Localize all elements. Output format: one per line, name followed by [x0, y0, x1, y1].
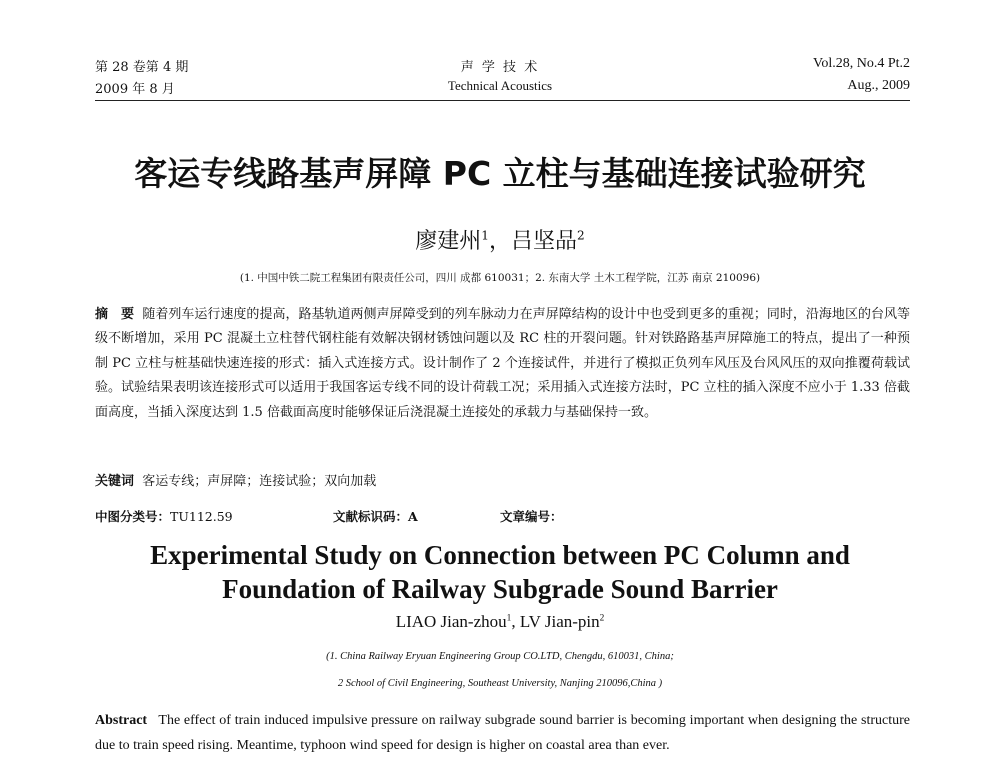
- article-number: [500, 507, 563, 525]
- clc-value: TU112.59: [170, 509, 233, 524]
- header-rule: [95, 100, 910, 101]
- header-date-cn: 2009 年 8 月: [95, 82, 175, 97]
- abstract-text-cn: 随着列车运行速度的提高，路基轨道两侧声屏障受到的列车脉动力在声屏障结构的设计中也受到更多的重视；同时，沿海地区的台风等级不断增加，采用 PC 混凝土立柱替代钢柱能有效解决钢材锈蚀问题以及 RC 柱的开裂问题。针对铁路路基声屏障施工的特点，提出了一种预制 PC 立柱与桩基础快速连接的形式：插入式连接方式。设计制作了 2 个连接试件，并进行了模拟正负列车风压及台风风压的双向推覆荷载试验。试验结果表明该连接形式可以适用于我国客运专线不同的设计荷载工况；采用插入式连接方法时，PC 立柱的插入深度不应小于 1.33 倍截面高度，当插入深度达到 1.5 倍截面高度时能够保证后浇混凝土连接处的承载力与基础保持一致。: [95, 307, 910, 420]
- title-line: Experimental Study on Connection between PC Column and: [150, 540, 850, 570]
- header-volume-en: Vol.28, No.4 Pt.2: [813, 56, 910, 71]
- header-journal-en: Technical Acoustics: [447, 78, 553, 93]
- affiliation-mark: 1: [481, 228, 489, 243]
- affiliation-mark: 2: [599, 613, 605, 624]
- keywords-text: 客运专线；声屏障；连接试验；双向加载: [142, 474, 377, 489]
- abstract-en: [95, 708, 910, 758]
- header-volume-cn: 第 28 卷第 4 期: [95, 60, 189, 75]
- affiliation-en-2: 2 School of Civil Engineering, Southeast University, Nanjing 210096,China ): [337, 678, 663, 689]
- affiliation-mark: 1: [506, 613, 512, 624]
- affiliation-en-1: (1. China Railway Eryuan Engineering Group CO.LTD, Chengdu, 610031, China;: [326, 651, 674, 662]
- authors-en: [0, 612, 1000, 632]
- abstract-text-en: The effect of train induced impulsive pressure on railway subgrade sound barrier is becoming important when designing the structure due to train speed rising. Meantime, typhoon wind speed for design is higher on coastal area than ever.: [95, 713, 910, 753]
- author-separator: ，: [488, 229, 511, 254]
- paper-title-en: [0, 538, 1000, 606]
- author-name: 吕坚品: [511, 229, 578, 254]
- keywords-label: 关键词: [95, 474, 135, 489]
- article-no-label: 文章编号：: [500, 509, 563, 524]
- keywords-cn: [95, 470, 376, 489]
- document-code: [333, 507, 418, 525]
- author-name: 廖建州: [415, 229, 482, 254]
- abstract-cn: [95, 303, 910, 425]
- author-separator: ,: [511, 612, 520, 631]
- paper-title-cn: 客运专线路基声屏障 PC 立柱与基础连接试验研究: [134, 154, 866, 193]
- classification-number: [95, 507, 233, 525]
- affiliation-cn: (1. 中国中铁二院工程集团有限责任公司，四川 成都 610031；2. 东南大学 土木工程学院，江苏 南京 210096): [239, 272, 761, 284]
- doc-code-value: A: [408, 509, 418, 524]
- authors-cn: [0, 224, 1000, 255]
- doc-code-label: 文献标识码：: [333, 509, 409, 524]
- abstract-label-en: Abstract: [95, 713, 148, 728]
- title-line: Foundation of Railway Subgrade Sound Barrier: [222, 574, 778, 604]
- header-date-en: Aug., 2009: [847, 78, 910, 93]
- clc-label: 中图分类号：: [95, 509, 171, 524]
- affiliation-mark: 2: [577, 228, 585, 243]
- header-journal-cn: 声 学 技 术: [460, 60, 540, 75]
- author-name: LV Jian-pin: [519, 612, 600, 631]
- author-name: LIAO Jian-zhou: [395, 612, 507, 631]
- abstract-label-cn: 摘 要: [95, 307, 135, 322]
